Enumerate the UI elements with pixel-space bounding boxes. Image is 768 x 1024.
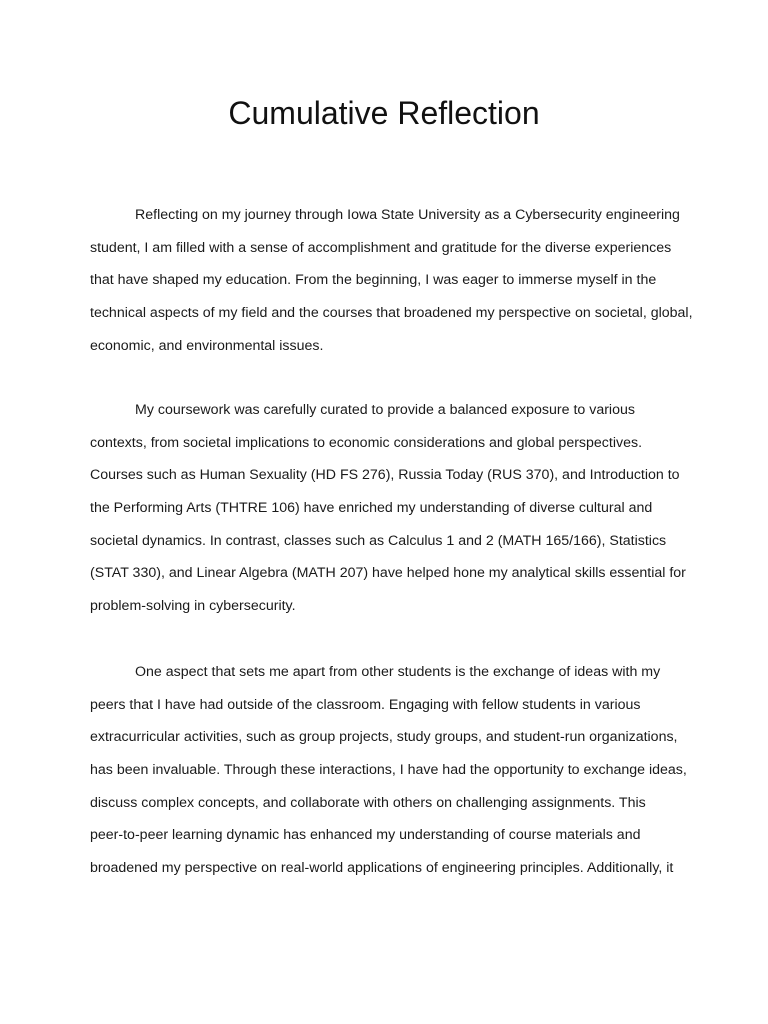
paragraph-line: contexts, from societal implications to economic considerations and global perspectives. <box>90 434 643 451</box>
paragraph-line: student, I am filled with a sense of accomplishment and gratitude for the diverse experiences <box>90 239 672 256</box>
paragraph-line: discuss complex concepts, and collaborate with others on challenging assignments. This <box>90 794 646 811</box>
paragraph-line: broadened my perspective on real-world applications of engineering principles. Additionally, it <box>90 860 674 877</box>
paragraph-line: Reflecting on my journey through Iowa State University as a Cybersecurity engineering <box>135 207 680 223</box>
paragraph-line: Courses such as Human Sexuality (HD FS 276), Russia Today (RUS 370), and Introduction to <box>90 467 680 484</box>
paragraph-line: economic, and environmental issues. <box>90 337 324 354</box>
paragraph-2 <box>90 394 686 623</box>
paragraph-line: peer-to-peer learning dynamic has enhanced my understanding of course materials and <box>90 827 641 844</box>
paragraph-line: that have shaped my education. From the beginning, I was eager to immerse myself in the <box>90 272 657 289</box>
paragraph-1 <box>90 199 693 362</box>
paragraph-line: societal dynamics. In contrast, classes such as Calculus 1 and 2 (MATH 165/166), Statistics <box>90 532 667 549</box>
paragraph-line: has been invaluable. Through these interactions, I have had the opportunity to exchange ideas, <box>90 762 687 779</box>
paragraph-line: the Performing Arts (THTRE 106) have enriched my understanding of diverse cultural and <box>90 500 653 517</box>
paragraph-line: extracurricular activities, such as group projects, study groups, and student-run organizations, <box>90 729 678 746</box>
paragraph-line: peers that I have had outside of the classroom. Engaging with fellow students in various <box>90 696 641 713</box>
document-title: Cumulative Reflection <box>228 95 540 131</box>
paragraph-line: One aspect that sets me apart from other students is the exchange of ideas with my <box>135 664 661 680</box>
paragraph-line: (STAT 330), and Linear Algebra (MATH 207) have helped hone my analytical skills essential for <box>90 565 686 582</box>
paragraph-line: technical aspects of my field and the courses that broadened my perspective on societal, global, <box>90 305 693 322</box>
paragraph-3 <box>90 656 686 885</box>
paragraph-line: problem-solving in cybersecurity. <box>90 598 296 615</box>
paragraph-line: My coursework was carefully curated to provide a balanced exposure to various <box>135 402 635 418</box>
